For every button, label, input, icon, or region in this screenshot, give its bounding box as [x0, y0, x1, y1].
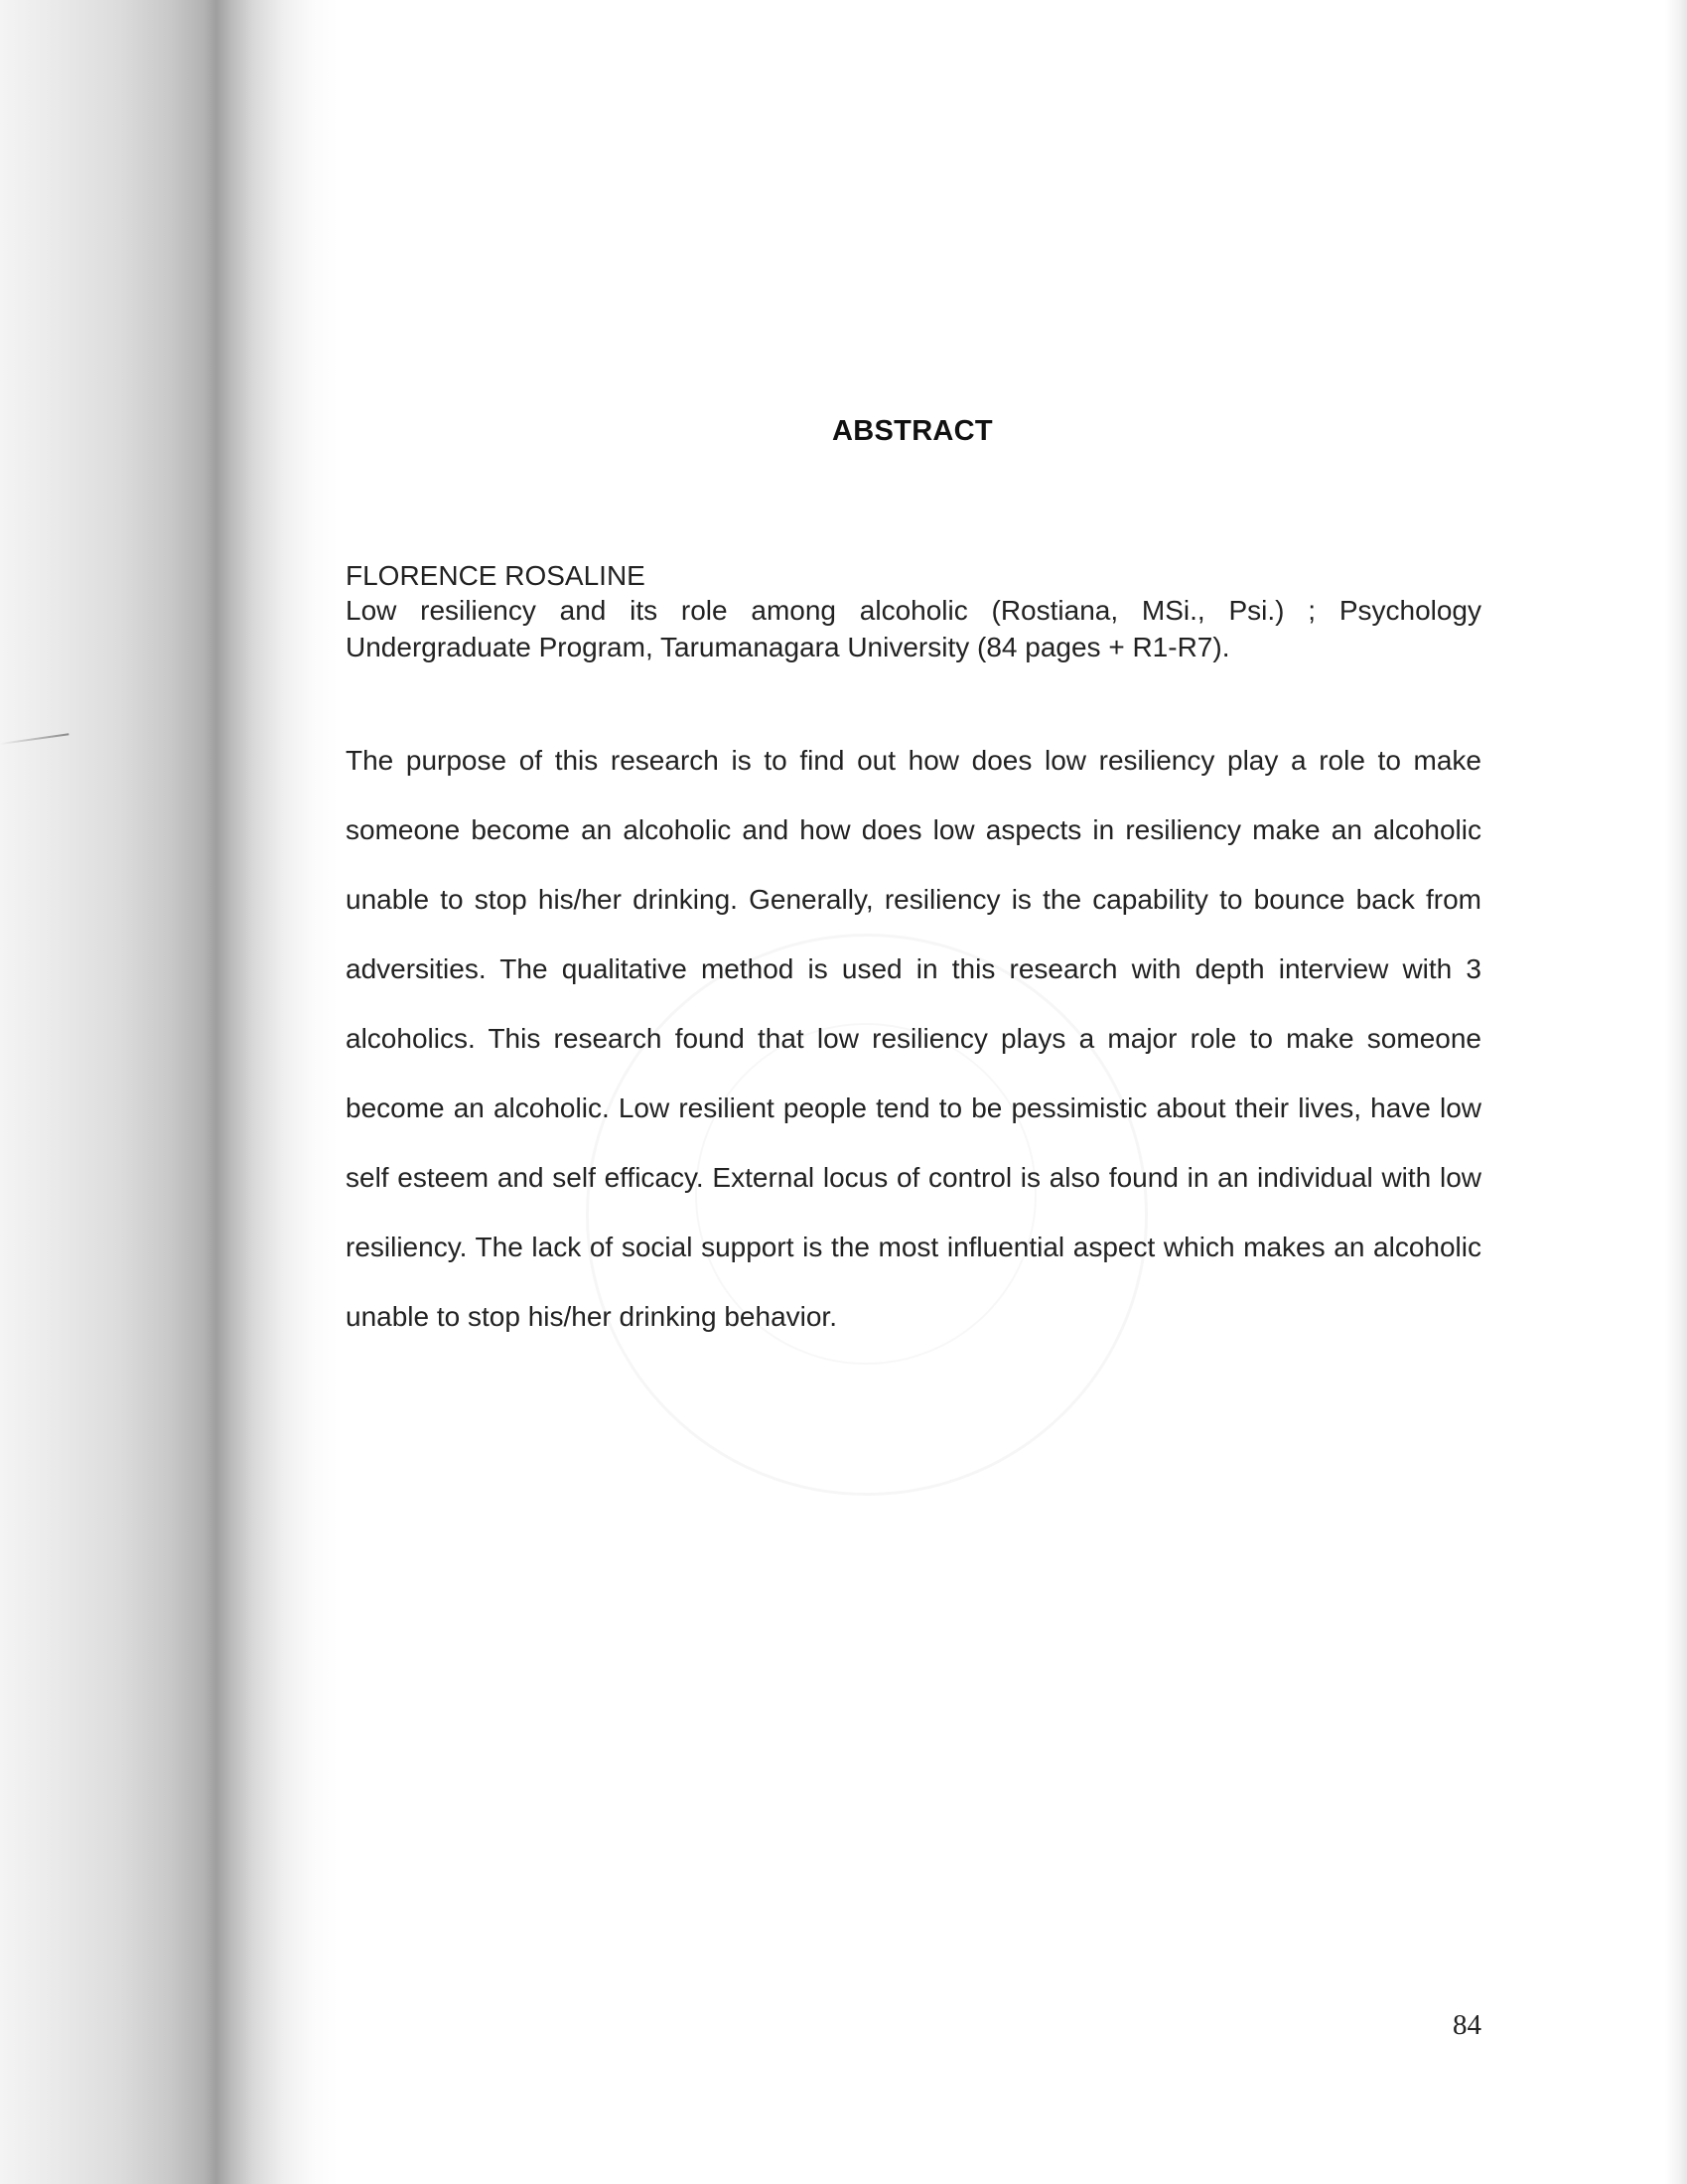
thesis-citation: Low resiliency and its role among alcoholic (Rostiana, MSi., Psi.) ; Psychology Undergraduate Program, Tarumanagara University (84 pages + R1-R7). — [346, 595, 1481, 662]
page-right-edge — [1665, 0, 1687, 2184]
abstract-body: The purpose of this research is to find out how does low resiliency play a role to make someone become an alcoholic and how does low aspects in resiliency make an alcoholic unable to stop his/her drinking. Generally, resiliency is the capability to bounce back from adversities. The qualitative method is used in this research with depth interview with 3 alcoholics. This research found that low resiliency plays a major role to make someone become an alcoholic. Low resilient people tend to be pessimistic about their lives, have low self esteem and self efficacy. External locus of control is also found in an individual with low resiliency. The lack of social support is the most influential aspect which makes an alcoholic unable to stop his/her drinking behavior. — [346, 745, 1481, 1332]
abstract-heading: ABSTRACT — [832, 415, 993, 447]
author-name: FLORENCE ROSALINE — [346, 560, 645, 591]
page-binding-shadow — [0, 0, 338, 2184]
page-number: 84 — [1453, 2009, 1481, 2041]
